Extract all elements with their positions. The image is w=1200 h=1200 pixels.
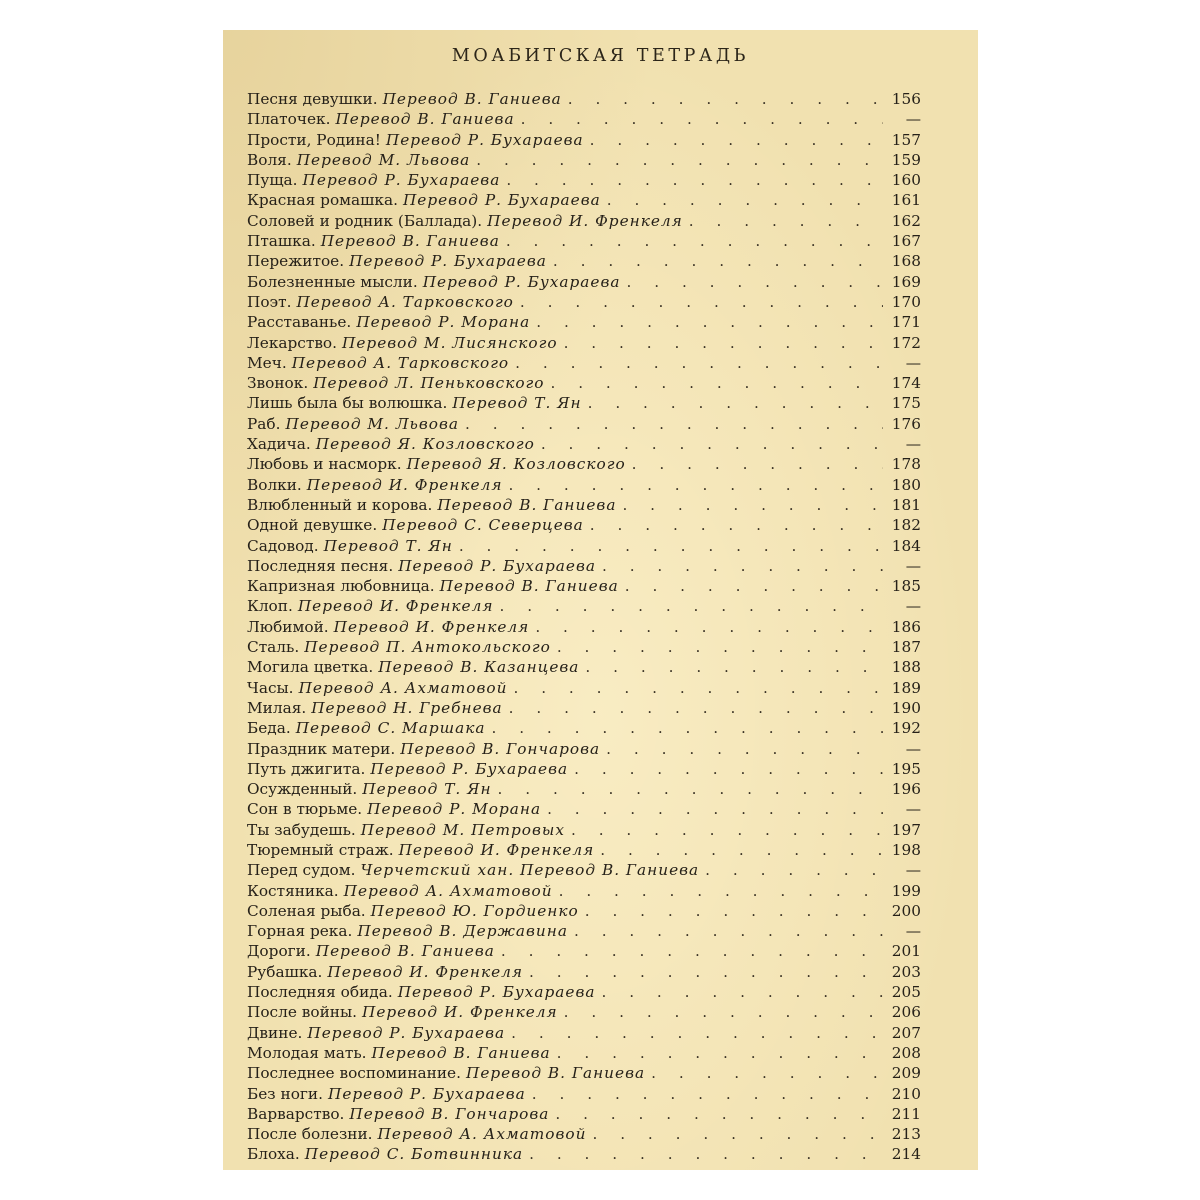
toc-entry xyxy=(247,637,921,657)
entry-translator: Перевод В. Ганиева xyxy=(465,1064,646,1083)
entry-translator: Перевод В. Державина xyxy=(357,922,568,941)
entry-page-number: 210 xyxy=(891,1084,921,1103)
entry-translator: Перевод А. Тарковского xyxy=(291,353,510,372)
toc-entry xyxy=(247,393,921,413)
dot-leader xyxy=(553,251,883,271)
entry-translator: Перевод Т. Ян xyxy=(362,780,492,799)
entry-title: Хадича. xyxy=(247,435,311,454)
table-of-contents xyxy=(247,89,921,1165)
toc-entry xyxy=(247,414,921,434)
entry-title: Без ноги. xyxy=(247,1084,323,1103)
dot-leader xyxy=(689,211,883,231)
entry-title: Путь джигита. xyxy=(247,759,366,778)
entry-translator: Перевод Л. Пеньковского xyxy=(313,374,545,393)
toc-entry xyxy=(247,515,921,535)
entry-translator: Перевод Р. Бухараева xyxy=(327,1084,526,1103)
dot-leader xyxy=(521,109,883,129)
dot-leader xyxy=(555,1104,883,1124)
toc-entry xyxy=(247,840,921,860)
entry-translator: Перевод И. Френкеля xyxy=(297,597,494,616)
entry-translator: Перевод И. Френкеля xyxy=(327,962,524,981)
entry-translator: Перевод В. Ганиева xyxy=(439,577,619,596)
entry-title: Любимой. xyxy=(247,617,329,636)
entry-page-number: — xyxy=(905,800,921,819)
entry-title: Лишь была бы волюшка. xyxy=(247,394,448,413)
dot-leader xyxy=(592,1124,883,1144)
toc-entry xyxy=(247,1002,921,1022)
entry-title: Дороги. xyxy=(247,942,311,961)
toc-entry xyxy=(247,596,921,616)
dot-leader xyxy=(602,556,883,576)
entry-title: Лекарство. xyxy=(247,333,338,352)
running-head: МОАБИТСКАЯ ТЕТРАДЬ xyxy=(451,46,750,66)
toc-entry xyxy=(247,678,921,698)
dot-leader xyxy=(568,89,883,109)
entry-title: Сталь. xyxy=(247,638,300,657)
entry-translator: Перевод А. Ахматовой xyxy=(298,678,508,697)
entry-page-number: 197 xyxy=(891,820,921,839)
dot-leader xyxy=(465,414,883,434)
dot-leader xyxy=(513,678,883,698)
entry-page-number: — xyxy=(905,110,921,129)
entry-page-number: 181 xyxy=(891,495,921,514)
entry-page-number: 157 xyxy=(891,130,921,149)
dot-leader xyxy=(501,941,883,961)
entry-title: Двине. xyxy=(247,1023,303,1042)
toc-entry xyxy=(247,333,921,353)
entry-translator: Перевод Р. Бухараева xyxy=(385,130,584,149)
entry-translator: Перевод Р. Бухараева xyxy=(397,983,596,1002)
entry-title: Последняя обида. xyxy=(247,983,393,1002)
dot-leader xyxy=(536,312,883,332)
dot-leader xyxy=(590,130,883,150)
entry-page-number: 188 xyxy=(891,658,921,677)
entry-translator: Перевод В. Ганиева xyxy=(320,232,500,251)
entry-translator: Перевод Р. Бухараева xyxy=(307,1023,506,1042)
entry-page-number: 168 xyxy=(891,252,921,271)
dot-leader xyxy=(515,353,883,373)
entry-translator: Перевод Н. Гребнева xyxy=(311,698,503,717)
entry-title: Поэт. xyxy=(247,292,292,311)
toc-entry xyxy=(247,759,921,779)
entry-title: Последнее воспоминание. xyxy=(247,1064,461,1083)
dot-leader xyxy=(557,637,883,657)
dot-leader xyxy=(607,190,883,210)
toc-entry xyxy=(247,272,921,292)
entry-page-number: 178 xyxy=(891,455,921,474)
entry-page-number: 211 xyxy=(891,1104,921,1123)
toc-entry xyxy=(247,718,921,738)
toc-entry xyxy=(247,1104,921,1124)
entry-page-number: 214 xyxy=(891,1145,921,1164)
entry-page-number: 180 xyxy=(891,475,921,494)
entry-page-number: 172 xyxy=(891,333,921,352)
toc-entry xyxy=(247,454,921,474)
entry-page-number: 196 xyxy=(891,780,921,799)
entry-title: Красная ромашка. xyxy=(247,191,398,210)
entry-translator: Перевод В. Гончарова xyxy=(400,739,601,758)
entry-page-number: 198 xyxy=(891,840,921,859)
entry-page-number: 170 xyxy=(891,292,921,311)
entry-title: Осужденный. xyxy=(247,780,358,799)
entry-title: Могила цветка. xyxy=(247,658,374,677)
entry-translator: Перевод Т. Ян xyxy=(323,536,453,555)
entry-page-number: 185 xyxy=(891,577,921,596)
dot-leader xyxy=(590,515,883,535)
toc-entry xyxy=(247,921,921,941)
entry-title: Платочек. xyxy=(247,110,331,129)
toc-entry xyxy=(247,962,921,982)
dot-leader xyxy=(564,333,883,353)
entry-translator: Перевод П. Антокольского xyxy=(304,638,551,657)
toc-entry xyxy=(247,495,921,515)
entry-page-number: 200 xyxy=(891,901,921,920)
entry-translator: Перевод В. Ганиева xyxy=(382,90,562,108)
entry-translator: Перевод М. Львова xyxy=(285,414,460,433)
toc-entry xyxy=(247,475,921,495)
entry-translator: Перевод Р. Бухараева xyxy=(398,556,596,575)
entry-page-number: 209 xyxy=(891,1064,921,1083)
entry-title: Соленая рыба. xyxy=(247,901,366,920)
toc-entry xyxy=(247,1124,921,1144)
entry-translator: Перевод И. Френкеля xyxy=(398,840,595,859)
entry-translator: Перевод И. Френкеля xyxy=(487,211,683,230)
entry-page-number: — xyxy=(905,556,921,575)
entry-page-number: 199 xyxy=(891,881,921,900)
dot-leader xyxy=(511,1023,883,1043)
entry-page-number: 189 xyxy=(891,678,921,697)
dot-leader xyxy=(564,1002,883,1022)
toc-entry xyxy=(247,820,921,840)
dot-leader xyxy=(574,921,883,941)
toc-entry xyxy=(247,1063,921,1083)
entry-title: Звонок. xyxy=(247,374,309,393)
dot-leader xyxy=(529,962,883,982)
entry-translator: Перевод Р. Бухараева xyxy=(349,252,547,271)
toc-entry xyxy=(247,779,921,799)
entry-page-number: — xyxy=(905,739,921,758)
entry-page-number: 213 xyxy=(891,1125,921,1144)
entry-title: Последняя песня. xyxy=(247,556,394,575)
dot-leader xyxy=(550,373,883,393)
entry-translator: Перевод Я. Козловского xyxy=(406,455,626,474)
entry-translator: Перевод И. Френкеля xyxy=(306,475,503,494)
entry-translator: Перевод В. Гончарова xyxy=(349,1104,550,1123)
entry-page-number: 201 xyxy=(891,942,921,961)
toc-entry xyxy=(247,698,921,718)
entry-page-number: — xyxy=(905,353,921,372)
entry-page-number: 208 xyxy=(891,1043,921,1062)
entry-title: Влюбленный и корова. xyxy=(247,495,433,514)
toc-entry xyxy=(247,211,921,231)
entry-title: Варварство. xyxy=(247,1104,345,1123)
dot-leader xyxy=(601,982,883,1002)
dot-leader xyxy=(506,231,883,251)
entry-title: Расставанье. xyxy=(247,313,352,332)
entry-page-number: 206 xyxy=(891,1003,921,1022)
entry-page-number: 184 xyxy=(891,536,921,555)
toc-entry xyxy=(247,130,921,150)
entry-page-number: 190 xyxy=(891,698,921,717)
toc-entry xyxy=(247,434,921,454)
entry-title: Тюремный страж. xyxy=(247,840,394,859)
entry-page-number: — xyxy=(905,435,921,454)
entry-title: После войны. xyxy=(247,1003,357,1022)
dot-leader xyxy=(509,698,883,718)
entry-translator: Перевод В. Ганиева xyxy=(335,110,515,129)
dot-leader xyxy=(588,393,883,413)
entry-page-number: 160 xyxy=(891,171,921,190)
dot-leader xyxy=(585,657,883,677)
toc-entry xyxy=(247,231,921,251)
dot-leader xyxy=(459,536,883,556)
entry-translator: Перевод В. Казанцева xyxy=(378,658,580,677)
entry-title: Часы. xyxy=(247,678,294,697)
toc-entry xyxy=(247,109,921,129)
entry-title: Молодая мать. xyxy=(247,1043,367,1062)
entry-title: Ты забудешь. xyxy=(247,820,356,839)
toc-entry xyxy=(247,292,921,312)
entry-translator: Перевод Я. Козловского xyxy=(315,435,535,454)
toc-entry xyxy=(247,576,921,596)
toc-entry xyxy=(247,860,921,880)
toc-entry xyxy=(247,1084,921,1104)
entry-title: Сон в тюрьме. xyxy=(247,800,363,819)
entry-title: Соловей и родник (Баллада). xyxy=(247,211,483,230)
toc-entry xyxy=(247,251,921,271)
toc-entry xyxy=(247,982,921,1002)
entry-title: Горная река. xyxy=(247,922,353,941)
entry-page-number: 156 xyxy=(891,90,921,108)
dot-leader xyxy=(705,860,883,880)
entry-title: Пуща. xyxy=(247,171,298,190)
entry-translator: Перевод Р. Бухараева xyxy=(370,759,569,778)
entry-title: После болезни. xyxy=(247,1125,373,1144)
entry-title: Праздник матери. xyxy=(247,739,396,758)
entry-title: Милая. xyxy=(247,698,307,717)
toc-entry xyxy=(247,170,921,190)
entry-translator: Перевод А. Ахматовой xyxy=(343,881,553,900)
entry-title: Капризная любовница. xyxy=(247,577,435,596)
toc-entry xyxy=(247,536,921,556)
entry-translator: Перевод В. Ганиева xyxy=(315,942,495,961)
entry-translator: Перевод С. Маршака xyxy=(295,719,486,738)
toc-entry xyxy=(247,941,921,961)
dot-leader xyxy=(535,617,883,637)
entry-title: Садовод. xyxy=(247,536,319,555)
entry-translator: Перевод Т. Ян xyxy=(452,394,582,413)
dot-leader xyxy=(506,170,883,190)
entry-translator: Перевод Р. Морана xyxy=(367,800,542,819)
entry-translator: Перевод В. Ганиева xyxy=(437,495,617,514)
toc-entry xyxy=(247,150,921,170)
toc-entry xyxy=(247,881,921,901)
dot-leader xyxy=(625,576,883,596)
entry-title: Воля. xyxy=(247,150,292,169)
entry-translator: Перевод М. Петровых xyxy=(360,820,565,839)
entry-title: Волки. xyxy=(247,475,302,494)
entry-title: Одной девушке. xyxy=(247,516,378,535)
dot-leader xyxy=(491,718,883,738)
entry-translator: Перевод Р. Морана xyxy=(356,313,531,332)
dot-leader xyxy=(627,272,884,292)
entry-translator: Перевод Р. Бухараева xyxy=(302,171,501,190)
entry-translator: Перевод И. Френкеля xyxy=(333,617,530,636)
toc-entry xyxy=(247,373,921,393)
toc-entry xyxy=(247,739,921,759)
entry-title: Любовь и насморк. xyxy=(247,455,402,474)
dot-leader xyxy=(499,596,883,616)
dot-leader xyxy=(498,779,883,799)
entry-translator: Перевод М. Лисянского xyxy=(342,333,558,352)
entry-title: Пережитое. xyxy=(247,252,345,271)
toc-entry xyxy=(247,901,921,921)
entry-page-number: 176 xyxy=(891,414,921,433)
toc-entry xyxy=(247,1043,921,1063)
entry-page-number: 162 xyxy=(891,211,921,230)
entry-page-number: 195 xyxy=(891,759,921,778)
entry-translator: Черчетский хан. Перевод В. Ганиева xyxy=(360,861,700,880)
toc-entry xyxy=(247,353,921,373)
dot-leader xyxy=(600,840,883,860)
entry-page-number: 169 xyxy=(891,272,921,291)
dot-leader xyxy=(508,475,883,495)
entry-page-number: 207 xyxy=(891,1023,921,1042)
dot-leader xyxy=(557,1043,883,1063)
toc-entry xyxy=(247,312,921,332)
entry-title: Болезненные мысли. xyxy=(247,272,418,291)
toc-entry xyxy=(247,799,921,819)
toc-entry xyxy=(247,89,921,109)
entry-translator: Перевод М. Львова xyxy=(296,150,471,169)
entry-title: Песня девушки. xyxy=(247,90,378,108)
entry-page-number: 205 xyxy=(891,983,921,1002)
dot-leader xyxy=(651,1063,883,1083)
dot-leader xyxy=(476,150,883,170)
entry-title: Прости, Родина! xyxy=(247,130,381,149)
entry-title: Беда. xyxy=(247,719,291,738)
entry-page-number: 161 xyxy=(891,191,921,210)
dot-leader xyxy=(606,739,883,759)
book-page xyxy=(223,30,978,1170)
entry-page-number: — xyxy=(905,597,921,616)
toc-entry xyxy=(247,1144,921,1164)
entry-page-number: 174 xyxy=(891,374,921,393)
toc-entry xyxy=(247,190,921,210)
entry-title: Костяника. xyxy=(247,881,339,900)
entry-page-number: 171 xyxy=(891,313,921,332)
entry-translator: Перевод В. Ганиева xyxy=(371,1043,551,1062)
entry-title: Перед судом. xyxy=(247,861,356,880)
entry-translator: Перевод Ю. Гордиенко xyxy=(370,901,579,920)
entry-translator: Перевод С. Северцева xyxy=(382,516,584,535)
dot-leader xyxy=(571,820,883,840)
entry-page-number: 182 xyxy=(891,516,921,535)
entry-page-number: — xyxy=(905,861,921,880)
entry-translator: Перевод С. Ботвинника xyxy=(304,1145,524,1164)
entry-page-number: 203 xyxy=(891,962,921,981)
entry-title: Меч. xyxy=(247,353,287,372)
entry-title: Раб. xyxy=(247,414,281,433)
toc-entry xyxy=(247,556,921,576)
dot-leader xyxy=(529,1144,883,1164)
entry-page-number: 192 xyxy=(891,719,921,738)
toc-entry xyxy=(247,617,921,637)
entry-translator: Перевод А. Ахматовой xyxy=(377,1125,587,1144)
dot-leader xyxy=(559,881,883,901)
toc-entry xyxy=(247,1023,921,1043)
dot-leader xyxy=(547,799,883,819)
entry-page-number: 187 xyxy=(891,638,921,657)
dot-leader xyxy=(520,292,883,312)
entry-title: Клоп. xyxy=(247,597,293,616)
entry-page-number: 167 xyxy=(891,232,921,251)
dot-leader xyxy=(574,759,883,779)
entry-translator: Перевод А. Тарковского xyxy=(296,292,514,311)
entry-translator: Перевод Р. Бухараева xyxy=(422,272,621,291)
entry-page-number: 175 xyxy=(891,394,921,413)
entry-translator: Перевод Р. Бухараева xyxy=(402,191,601,210)
entry-page-number: 186 xyxy=(891,617,921,636)
entry-translator: Перевод И. Френкеля xyxy=(362,1003,558,1022)
dot-leader xyxy=(622,495,883,515)
entry-title: Пташка. xyxy=(247,232,316,251)
entry-page-number: 159 xyxy=(891,150,921,169)
entry-title: Блоха. xyxy=(247,1145,300,1164)
dot-leader xyxy=(632,454,883,474)
entry-page-number: — xyxy=(905,922,921,941)
entry-title: Рубашка. xyxy=(247,962,323,981)
dot-leader xyxy=(585,901,883,921)
dot-leader xyxy=(541,434,883,454)
dot-leader xyxy=(532,1084,883,1104)
toc-entry xyxy=(247,657,921,677)
